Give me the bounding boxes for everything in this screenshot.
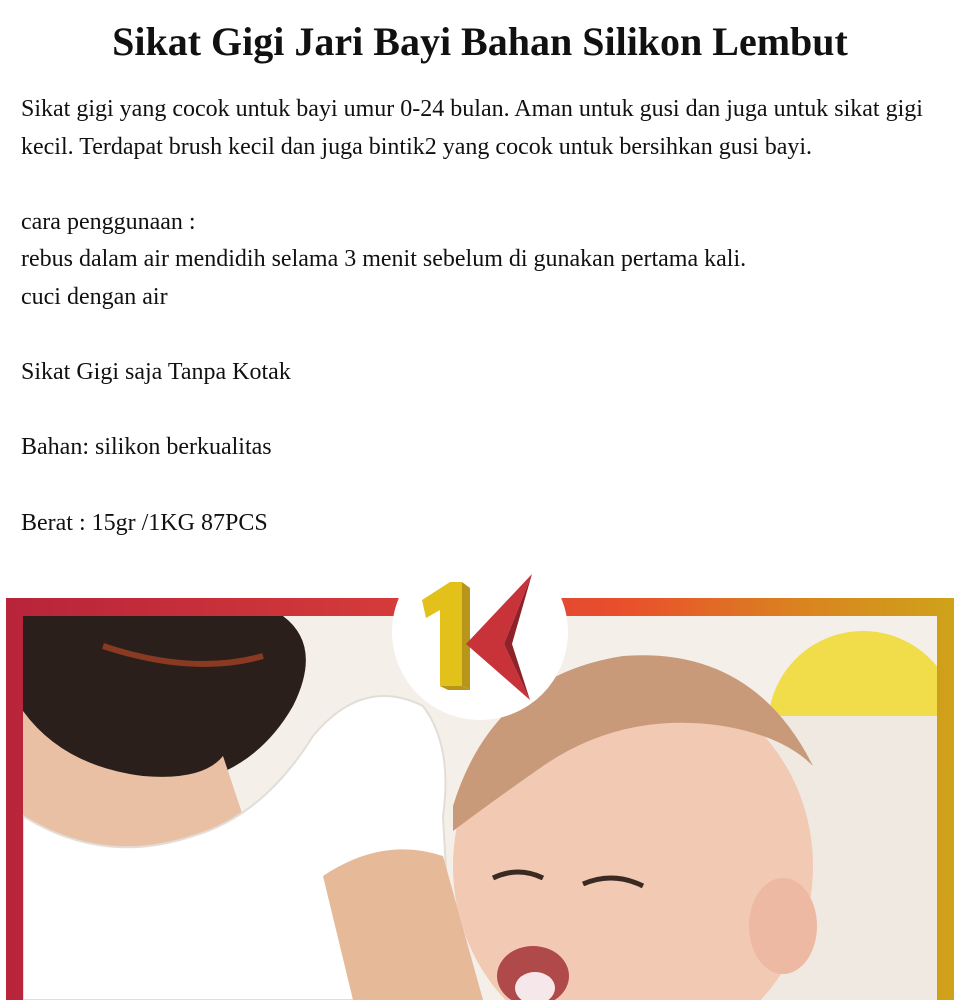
product-description xyxy=(21,91,931,542)
description-spacer xyxy=(21,392,931,430)
description-line: Sikat Gigi saja Tanpa Kotak xyxy=(21,359,291,386)
description-line: Sikat gigi yang cocok untuk bayi umur 0-24 bulan. Aman untuk gusi dan juga untuk sikat gigi kecil. Terdapat brush kecil dan juga bintik2 yang cocok untuk bersihkan gusi bayi. xyxy=(21,96,923,160)
description-line: cara penggunaan : xyxy=(21,208,196,235)
description-line: rebus dalam air mendidih selama 3 menit sebelum di gunakan pertama kali. xyxy=(21,246,747,273)
logo-mark xyxy=(392,544,568,720)
description-spacer xyxy=(21,317,931,355)
product-title: Sikat Gigi Jari Bayi Bahan Silikon Lembut xyxy=(112,19,848,64)
1k-logo-icon xyxy=(392,544,568,720)
description-spacer xyxy=(21,166,931,204)
description-line: Berat : 15gr /1KG 87PCS xyxy=(21,509,268,536)
description-line: cuci dengan air xyxy=(21,283,168,310)
description-spacer xyxy=(21,467,931,505)
description-line: Bahan: silikon berkualitas xyxy=(21,434,272,461)
